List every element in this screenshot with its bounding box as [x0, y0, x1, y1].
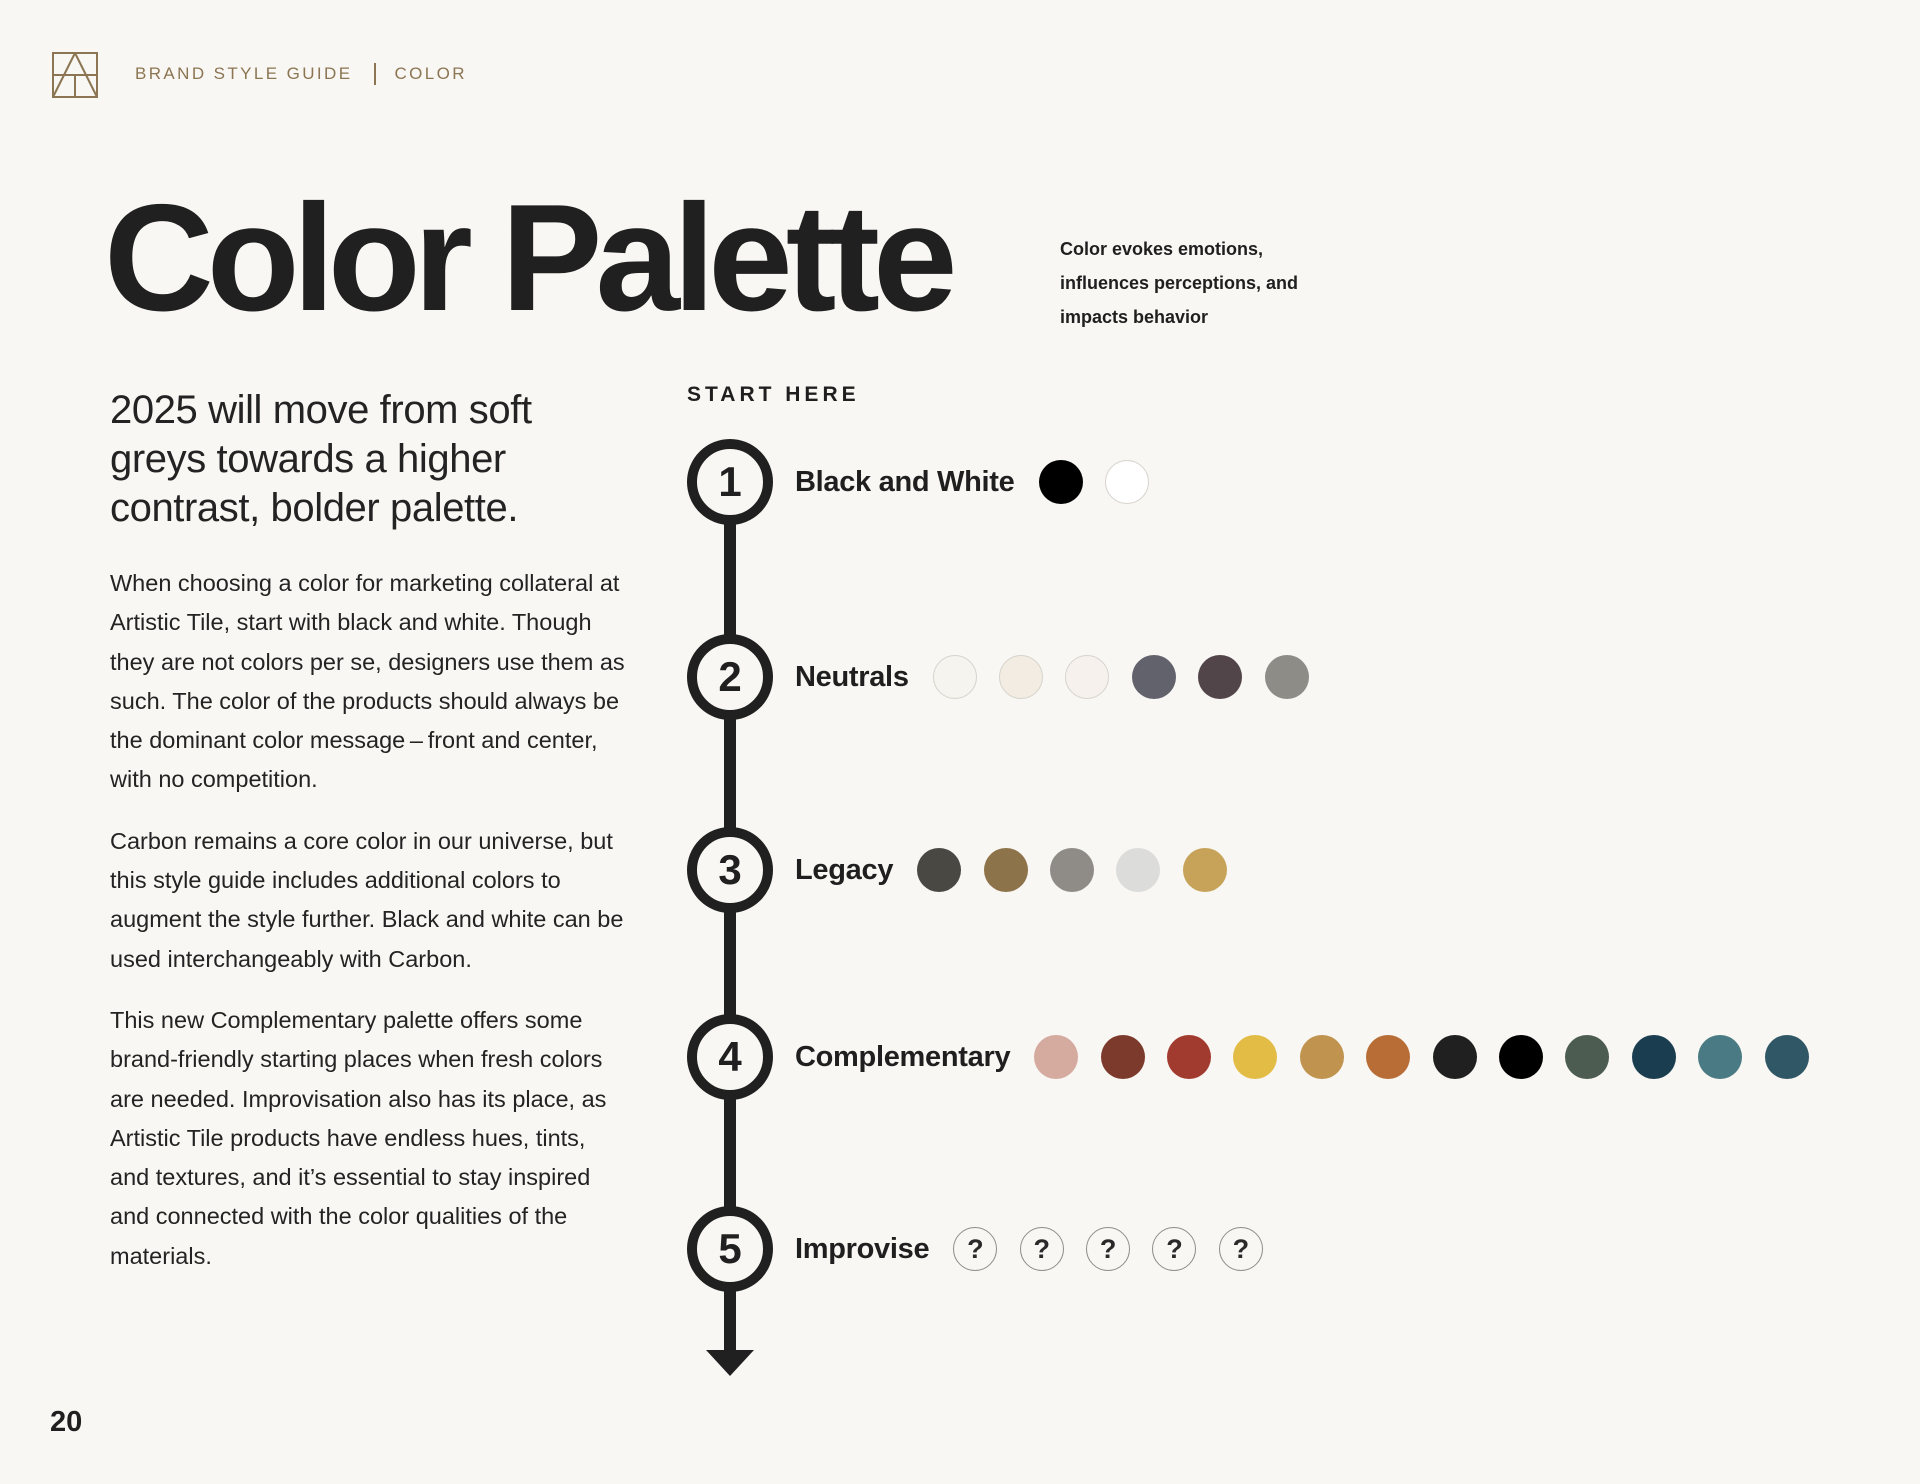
color-swatch	[1366, 1035, 1410, 1079]
color-swatch	[1765, 1035, 1809, 1079]
step-number: 2	[687, 634, 773, 720]
tagline: Color evokes emotions, influences perceptions, and impacts behavior	[1060, 239, 1299, 327]
body-paragraph: When choosing a color for marketing collateral at Artistic Tile, start with black and white. Though they are not colors per se, designers use them as such. The color of the products should always be the dominant color message – front and center, with no competition.	[110, 570, 625, 793]
step-number: 5	[687, 1206, 773, 1292]
color-swatch	[1132, 655, 1176, 699]
color-swatch	[933, 655, 977, 699]
swatch-row	[953, 1227, 1285, 1271]
step-number: 4	[687, 1014, 773, 1100]
color-swatch	[1101, 1035, 1145, 1079]
step-number: 3	[687, 827, 773, 913]
step-label: Legacy	[795, 853, 894, 886]
arrow-down-icon	[706, 1350, 754, 1376]
question-swatch-icon: ?	[1020, 1227, 1064, 1271]
page-number: 20	[50, 1406, 83, 1438]
color-swatch	[1233, 1035, 1277, 1079]
lead-paragraph: 2025 will move from soft greys towards a higher contrast, bolder palette.	[110, 388, 532, 530]
color-swatch	[999, 655, 1043, 699]
color-swatch	[1039, 460, 1083, 504]
step-label: Black and White	[795, 465, 1015, 498]
step-complementary	[687, 1014, 1831, 1100]
color-swatch	[1433, 1035, 1477, 1079]
artistic-tile-logo-icon	[52, 52, 98, 98]
color-swatch	[917, 848, 961, 892]
step-label: Improvise	[795, 1232, 930, 1265]
header-breadcrumb	[135, 63, 467, 85]
body-paragraph: Carbon remains a core color in our universe, but this style guide includes additional colors to augment the style further. Black and white can be used interchangeably with Carbon.	[110, 827, 624, 972]
step-legacy	[687, 827, 1249, 913]
color-swatch	[1034, 1035, 1078, 1079]
step-neutrals	[687, 634, 1331, 720]
color-swatch	[1198, 655, 1242, 699]
swatch-row	[1034, 1035, 1831, 1079]
step-black-and-white	[687, 439, 1171, 525]
question-swatch-icon: ?	[1152, 1227, 1196, 1271]
step-improvise	[687, 1206, 1285, 1292]
swatch-row	[1039, 460, 1172, 504]
body-copy	[110, 564, 630, 1298]
color-swatch	[1632, 1035, 1676, 1079]
color-swatch	[984, 848, 1028, 892]
color-swatch	[1050, 848, 1094, 892]
color-swatch	[1499, 1035, 1543, 1079]
page-title: Color Palette	[104, 173, 951, 343]
step-label: Complementary	[795, 1040, 1011, 1073]
color-swatch	[1183, 848, 1227, 892]
header-section: BRAND STYLE GUIDE	[135, 64, 353, 83]
start-here-heading: START HERE	[687, 383, 860, 406]
question-swatch-icon: ?	[953, 1227, 997, 1271]
swatch-row	[917, 848, 1249, 892]
body-paragraph: This new Complementary palette offers some brand-friendly starting places when fresh colors are needed. Improvisation also has its place, as Artistic Tile products have endless hues, tints, and textures, and it’s essential to stay inspired and connected with the color qualities of the materials.	[110, 1006, 607, 1269]
step-label: Neutrals	[795, 660, 909, 693]
step-number: 1	[687, 439, 773, 525]
question-swatch-icon: ?	[1086, 1227, 1130, 1271]
header-divider	[374, 63, 376, 85]
color-swatch	[1065, 655, 1109, 699]
swatch-row	[933, 655, 1331, 699]
color-swatch	[1565, 1035, 1609, 1079]
color-swatch	[1698, 1035, 1742, 1079]
color-swatch	[1300, 1035, 1344, 1079]
question-swatch-icon: ?	[1219, 1227, 1263, 1271]
header-subsection: COLOR	[394, 64, 467, 83]
color-swatch	[1116, 848, 1160, 892]
color-swatch	[1167, 1035, 1211, 1079]
color-swatch	[1105, 460, 1149, 504]
color-swatch	[1265, 655, 1309, 699]
